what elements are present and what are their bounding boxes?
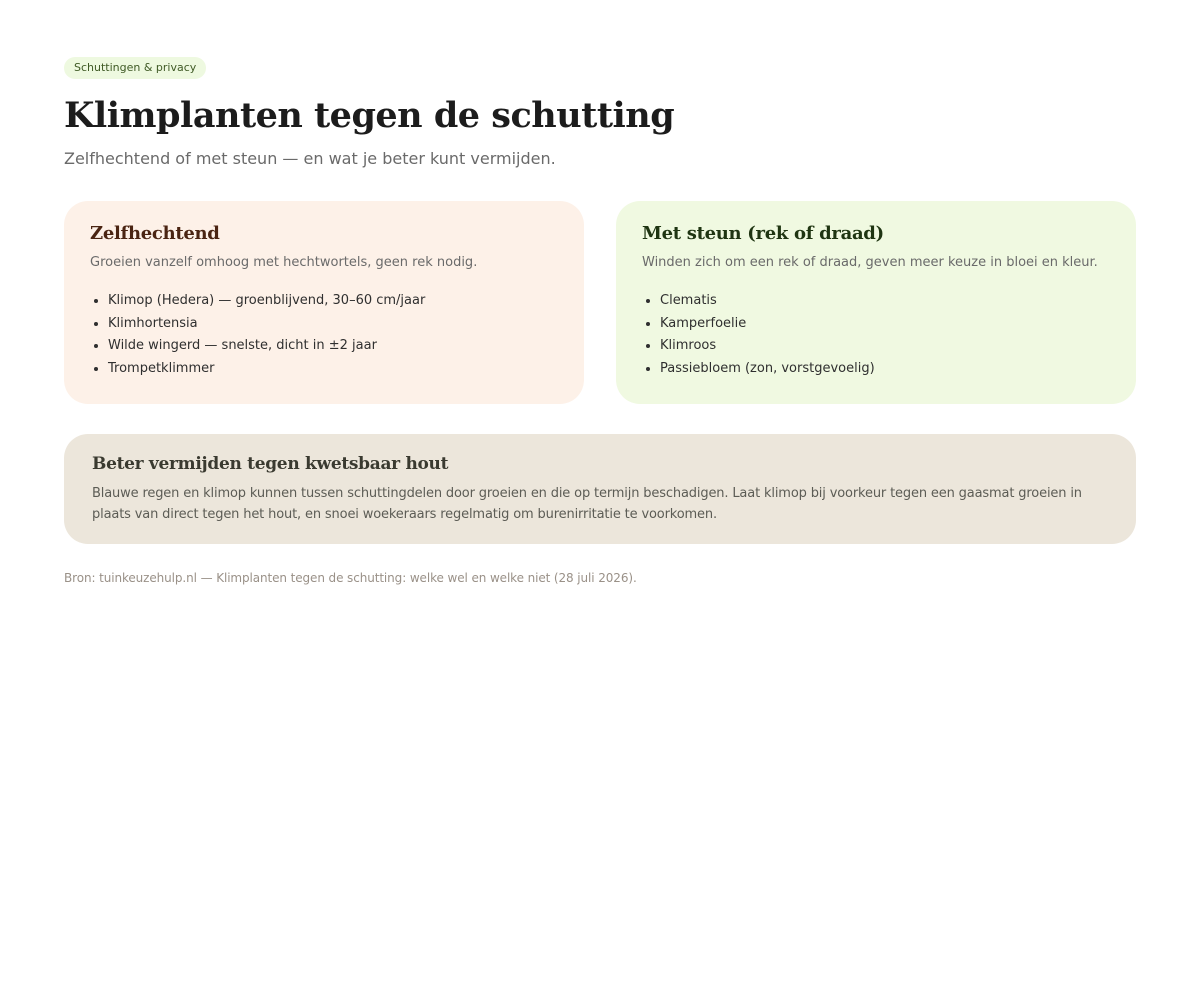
card-title: Zelfhechtend	[90, 223, 220, 244]
page-subtitle: Zelfhechtend of met steun — en wat je beter kunt vermijden.	[64, 149, 556, 168]
list-item: Klimop (Hedera) — groenblijvend, 30–60 cm/jaar	[108, 290, 558, 313]
page-title: Klimplanten tegen de schutting	[64, 95, 675, 136]
list-item: Wilde wingerd — snelste, dicht in ±2 jaar	[108, 335, 558, 358]
warning-title: Beter vermijden tegen kwetsbaar hout	[92, 454, 449, 474]
plant-list	[90, 290, 558, 380]
list-item: Klimroos	[660, 335, 1110, 358]
card-self-clinging	[64, 201, 584, 404]
source-note: Bron: tuinkeuzehulp.nl — Klimplanten tegen de schutting: welke wel en welke niet (28 juli 2026).	[64, 571, 637, 585]
list-item: Clematis	[660, 290, 1110, 313]
card-title: Met steun (rek of draad)	[642, 223, 884, 244]
list-item: Trompetklimmer	[108, 358, 558, 381]
avoid-warning-box	[64, 434, 1136, 544]
card-description: Winden zich om een rek of draad, geven meer keuze in bloei en kleur.	[642, 255, 1098, 270]
category-tag[interactable]: Schuttingen & privacy	[64, 57, 206, 79]
plant-list	[642, 290, 1110, 380]
list-item: Passiebloem (zon, vorstgevoelig)	[660, 358, 1110, 381]
plant-type-cards	[64, 201, 1136, 404]
card-with-support	[616, 201, 1136, 404]
list-item: Kamperfoelie	[660, 313, 1110, 336]
card-description: Groeien vanzelf omhoog met hechtwortels, geen rek nodig.	[90, 255, 478, 270]
warning-body: Blauwe regen en klimop kunnen tussen schuttingdelen door groeien en die op termijn beschadigen. Laat klimop bij voorkeur tegen een gaasmat groeien in plaats van direct tegen het hout, en snoei woekeraars regelmatig om burenirritatie te voorkomen.	[92, 486, 1082, 522]
list-item: Klimhortensia	[108, 313, 558, 336]
